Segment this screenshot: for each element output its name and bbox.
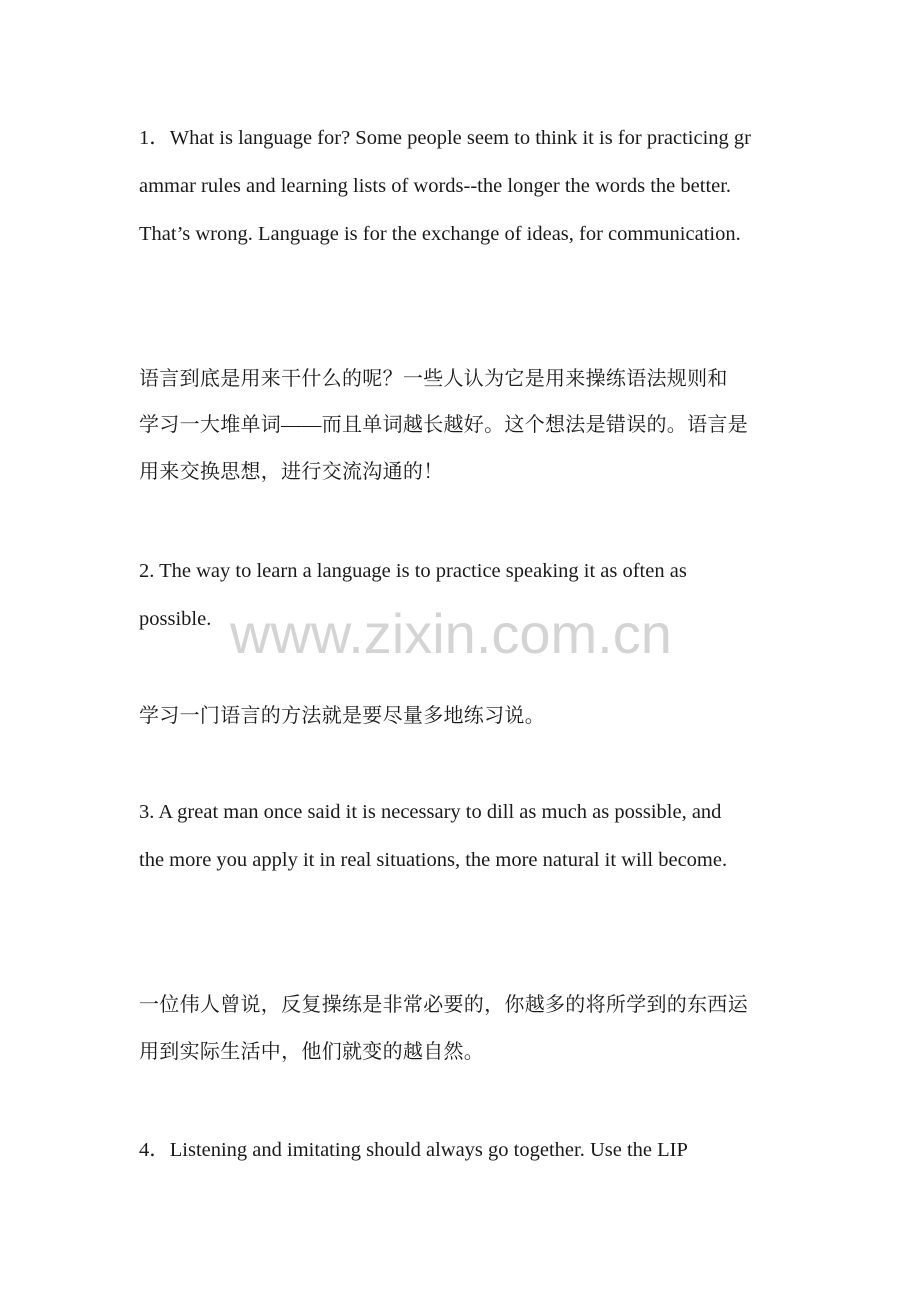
paragraph-2-line-2: 学习一大堆单词——而且单词越长越好。这个想法是错误的。语言是 bbox=[139, 414, 748, 436]
paragraph-2-line-1: 语言到底是用来干什么的呢？一些人认为它是用来操练语法规则和 bbox=[139, 368, 728, 390]
watermark-text: www.zixin.com.cn bbox=[230, 602, 672, 665]
paragraph-2-line-3: 用来交换思想，进行交流沟通的！ bbox=[139, 461, 444, 483]
paragraph-6-line-2: 用到实际生活中，他们就变的越自然。 bbox=[139, 1041, 485, 1063]
paragraph-7-line-1: 4．Listening and imitating should always go together. Use the LIP bbox=[139, 1139, 688, 1161]
paragraph-1-line-2: ammar rules and learning lists of words--the longer the words the better. bbox=[139, 175, 732, 197]
paragraph-6-line-1: 一位伟人曾说，反复操练是非常必要的，你越多的将所学到的东西运 bbox=[139, 994, 748, 1016]
paragraph-3-line-2: possible. bbox=[139, 608, 212, 630]
paragraph-1-line-1: 1．What is language for? Some people seem to think it is for practicing gr bbox=[139, 127, 751, 149]
paragraph-5-line-1: 3. A great man once said it is necessary to dill as much as possible, and bbox=[139, 801, 722, 823]
paragraph-5-line-2: the more you apply it in real situations, the more natural it will become. bbox=[139, 849, 728, 871]
paragraph-4-line-1: 学习一门语言的方法就是要尽量多地练习说。 bbox=[139, 705, 545, 727]
paragraph-3-line-1: 2. The way to learn a language is to practice speaking it as often as bbox=[139, 560, 687, 582]
paragraph-1-line-3: That’s wrong. Language is for the exchange of ideas, for communication. bbox=[139, 223, 741, 245]
